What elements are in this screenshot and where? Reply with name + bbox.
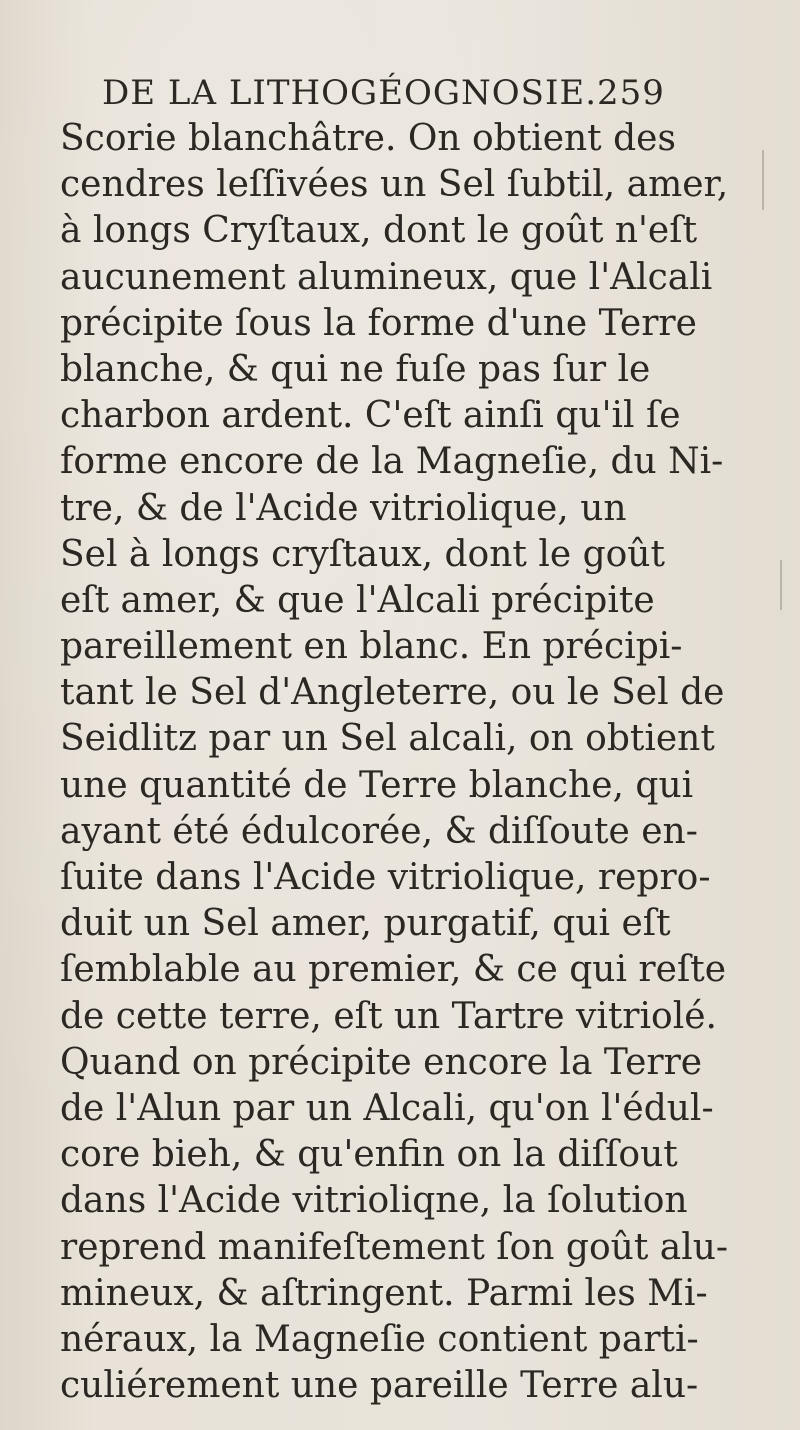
text-line: blanche, & qui ne fuſe pas ſur le: [60, 348, 651, 390]
text-line: de cette terre, eſt un Tartre vitriolé.: [60, 995, 717, 1037]
running-head: DE LA LITHOGÉOGNOSIE.: [102, 73, 598, 113]
text-line: tant le Sel d'Angleterre, ou le Sel de: [60, 672, 725, 714]
text-line: une quantité de Terre blanche, qui: [60, 764, 694, 806]
text-line: reprend manifeſtement ſon goût alu-: [60, 1226, 729, 1268]
text-line: Sel à longs cryſtaux, dont le goût: [60, 533, 665, 575]
text-line: forme encore de la Magneſie, du Ni-: [60, 441, 724, 483]
right-margin-mark: [762, 150, 764, 210]
text-line: cendres leſſivées un Sel ſubtil, amer,: [60, 164, 729, 206]
text-line: Seidlitz par un Sel alcali, on obtient: [60, 718, 715, 760]
page-header: [102, 70, 665, 116]
text-line: culiérement une pareille Terre alu-: [60, 1365, 699, 1407]
text-line: core bieh, & qu'enfin on la diſſout: [60, 1134, 678, 1176]
text-line: mineux, & aſtringent. Parmi les Mi-: [60, 1272, 708, 1314]
text-line: à longs Cryſtaux, dont le goût n'eſt: [60, 210, 698, 252]
text-line: duit un Sel amer, purgatif, qui eſt: [60, 903, 671, 945]
text-line: dans l'Acide vitrioliqne, la ſolution: [60, 1180, 688, 1222]
text-line: Quand on précipite encore la Terre: [60, 1041, 703, 1083]
text-line: de l'Alun par un Alcali, qu'on l'édul-: [60, 1087, 714, 1129]
text-line: néraux, la Magneſie contient parti-: [60, 1318, 699, 1360]
body-text: [60, 116, 750, 1409]
text-line: Scorie blanchâtre. On obtient des: [60, 118, 676, 159]
text-line: pareillement en blanc. En précipi-: [60, 626, 683, 668]
text-line: aucunement alumineux, que l'Alcali: [60, 256, 713, 298]
text-line: charbon ardent. C'eſt ainſi qu'il ſe: [60, 395, 681, 437]
text-line: eſt amer, & que l'Alcali précipite: [60, 579, 655, 621]
text-line: ſuite dans l'Acide vitriolique, repro-: [60, 857, 711, 898]
text-line: ayant été édulcorée, & diſſoute en-: [60, 810, 698, 852]
text-line: précipite ſous la forme d'une Terre: [60, 302, 697, 344]
text-line: ſemblable au premier, & ce qui reſte: [60, 949, 727, 991]
right-margin-mark-lower: [780, 560, 782, 610]
text-line: tre, & de l'Acide vitriolique, un: [60, 487, 627, 529]
page-number: 259: [597, 73, 665, 113]
